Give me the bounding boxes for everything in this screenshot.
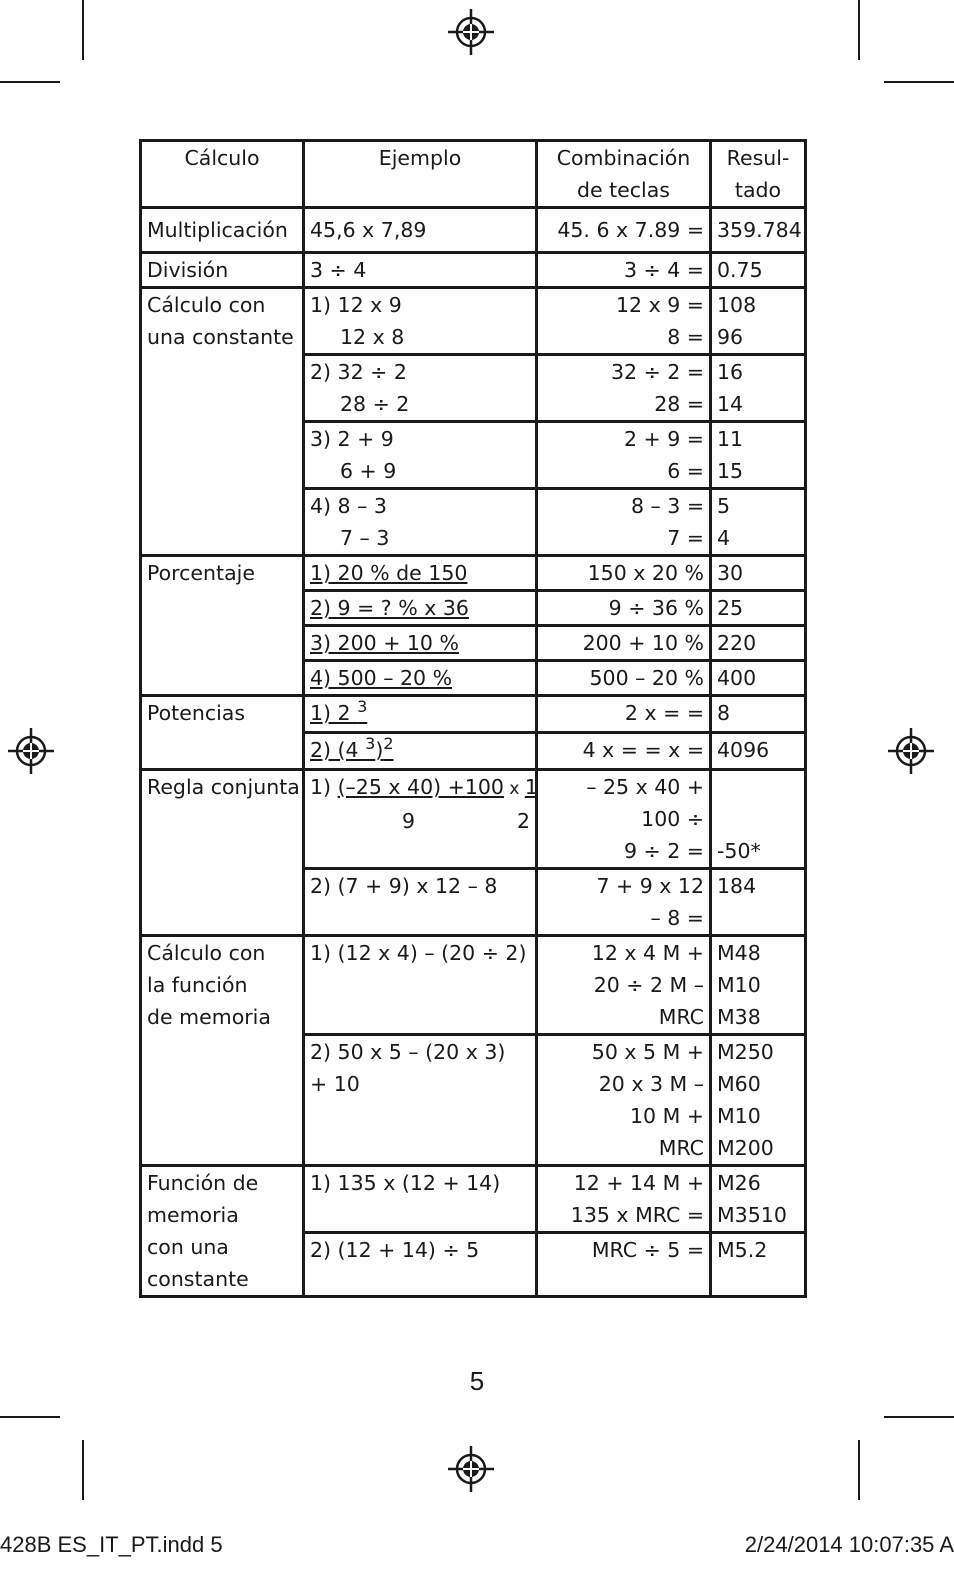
row-keys bbox=[537, 869, 711, 936]
row-example: 2) (12 + 14) ÷ 5 bbox=[304, 1233, 537, 1297]
row-result: -50* bbox=[711, 770, 806, 869]
example-exponent: 2 bbox=[383, 734, 394, 753]
result-line: M10 bbox=[717, 973, 761, 997]
row-result: 184 bbox=[711, 869, 806, 936]
example-close: ) bbox=[375, 738, 384, 762]
row-result: 4096 bbox=[711, 733, 806, 770]
keys-line: MRC bbox=[658, 1005, 704, 1029]
row-example: 2) (7 + 9) x 12 – 8 bbox=[304, 869, 537, 936]
table-row bbox=[141, 253, 806, 288]
row-result: M5.2 bbox=[711, 1233, 806, 1297]
example-base: 1) 2 bbox=[310, 701, 358, 725]
fraction-numerator: (–25 x 40) +100 bbox=[337, 775, 504, 799]
row-result: 220 bbox=[711, 626, 806, 661]
row-example bbox=[304, 556, 537, 591]
header-resultado bbox=[711, 141, 806, 208]
slug-filename: 428B ES_IT_PT.indd 5 bbox=[0, 1532, 223, 1557]
example-line: 1) (12 x 4) – (20 ÷ 2) bbox=[310, 941, 527, 965]
row-keys bbox=[537, 1035, 711, 1166]
row-example bbox=[304, 1035, 537, 1166]
result-line: 4 bbox=[717, 526, 731, 550]
keys-line: 100 ÷ bbox=[641, 807, 704, 831]
keys-line: 20 ÷ 2 M – bbox=[593, 973, 704, 997]
keys-line: 6 = bbox=[667, 459, 704, 483]
result-line: 15 bbox=[717, 459, 744, 483]
registration-mark-icon bbox=[8, 728, 54, 774]
row-keys: MRC ÷ 5 = bbox=[537, 1233, 711, 1297]
crop-mark bbox=[82, 0, 84, 60]
row-result: 30 bbox=[711, 556, 806, 591]
result-line: 108 bbox=[717, 293, 757, 317]
row-result bbox=[711, 422, 806, 489]
page-number: 5 bbox=[469, 1366, 485, 1396]
crop-mark bbox=[884, 81, 954, 83]
example-line: 1) 12 x 9 bbox=[310, 293, 402, 317]
row-example bbox=[304, 770, 537, 869]
row-example: 1) 135 x (12 + 14) bbox=[304, 1166, 537, 1233]
table-row bbox=[141, 696, 806, 733]
result-line: M250 bbox=[717, 1040, 774, 1064]
row-label: Regla conjunta bbox=[141, 770, 304, 936]
keys-line: 20 x 3 M – bbox=[598, 1072, 704, 1096]
label-line: una constante bbox=[147, 325, 294, 349]
row-label: División bbox=[141, 253, 304, 288]
row-result: 25 bbox=[711, 591, 806, 626]
fraction-numerator: 1 bbox=[524, 775, 538, 799]
header-combinacion bbox=[537, 141, 711, 208]
fraction-denominator: 9 bbox=[402, 809, 416, 833]
row-example bbox=[304, 591, 537, 626]
keys-line: 7 = bbox=[667, 526, 704, 550]
result-line: M3510 bbox=[717, 1203, 787, 1227]
row-result bbox=[711, 1035, 806, 1166]
crop-mark bbox=[82, 1440, 84, 1500]
label-line: constante bbox=[147, 1267, 249, 1291]
keys-line: 12 x 9 = bbox=[616, 293, 704, 317]
label-line: Cálculo con bbox=[147, 293, 266, 317]
keys-line: – 25 x 40 + bbox=[586, 775, 704, 799]
row-label: Multiplicación bbox=[141, 208, 304, 253]
example-base: 2) (4 bbox=[310, 738, 366, 762]
row-example bbox=[304, 661, 537, 696]
example-line: 7 – 3 bbox=[340, 526, 390, 550]
keys-line: 12 x 4 M + bbox=[591, 941, 704, 965]
registration-mark-icon bbox=[448, 1446, 494, 1492]
example-line: + 10 bbox=[310, 1072, 360, 1096]
keys-line: 9 ÷ 2 = bbox=[624, 839, 704, 863]
example-line bbox=[310, 805, 530, 837]
keys-line: 32 ÷ 2 = bbox=[610, 360, 704, 384]
header-line: de teclas bbox=[576, 178, 670, 202]
row-keys: 45. 6 x 7.89 = bbox=[537, 208, 711, 253]
label-line: Cálculo con bbox=[147, 941, 266, 965]
keys-line: 50 x 5 M + bbox=[591, 1040, 704, 1064]
result-line: 16 bbox=[717, 360, 744, 384]
label-line: Función de bbox=[147, 1171, 259, 1195]
row-result: 8 bbox=[711, 696, 806, 733]
row-keys: 4 x = = x = bbox=[537, 733, 711, 770]
row-label bbox=[141, 288, 304, 556]
example-line bbox=[310, 771, 538, 805]
crop-mark bbox=[0, 1416, 60, 1418]
example-line: 3) 2 + 9 bbox=[310, 427, 394, 451]
example-text: 1) 20 % de 150 bbox=[310, 561, 468, 585]
row-keys: 9 ÷ 36 % bbox=[537, 591, 711, 626]
registration-mark-icon bbox=[448, 9, 494, 55]
example-line: 6 + 9 bbox=[340, 459, 397, 483]
row-example bbox=[304, 422, 537, 489]
example-text: 3) 200 + 10 % bbox=[310, 631, 459, 655]
crop-mark bbox=[858, 0, 860, 60]
label-line: con una bbox=[147, 1235, 229, 1259]
result-line: 96 bbox=[717, 325, 744, 349]
table-header-row bbox=[141, 141, 806, 208]
result-line: 5 bbox=[717, 494, 731, 518]
example-line: 2) 50 x 5 – (20 x 3) bbox=[310, 1040, 506, 1064]
fraction-denominator: 2 bbox=[516, 809, 530, 833]
example-text bbox=[310, 697, 368, 725]
row-result bbox=[711, 355, 806, 422]
example-text bbox=[310, 734, 394, 762]
keys-line: 12 + 14 M + bbox=[573, 1171, 704, 1195]
example-line: 4) 8 – 3 bbox=[310, 494, 387, 518]
header-line: tado bbox=[734, 178, 782, 202]
header-line: Combinación bbox=[556, 146, 691, 170]
result-line: M48 bbox=[717, 941, 761, 965]
row-keys bbox=[537, 770, 711, 869]
crop-mark bbox=[858, 1440, 860, 1500]
row-keys bbox=[537, 936, 711, 1035]
table-row bbox=[141, 288, 806, 355]
row-example bbox=[304, 936, 537, 1035]
keys-line: 7 + 9 x 12 bbox=[596, 874, 704, 898]
row-result: 359.784 bbox=[711, 208, 806, 253]
label-line: de memoria bbox=[147, 1005, 271, 1029]
row-label bbox=[141, 936, 304, 1166]
row-example: 3 ÷ 4 bbox=[304, 253, 537, 288]
row-example: 45,6 x 7,89 bbox=[304, 208, 537, 253]
result-line: M10 bbox=[717, 1104, 761, 1128]
row-example bbox=[304, 355, 537, 422]
table-row bbox=[141, 208, 806, 253]
label-line: memoria bbox=[147, 1203, 239, 1227]
row-label: Porcentaje bbox=[141, 556, 304, 696]
row-result bbox=[711, 288, 806, 355]
keys-line: 8 = bbox=[667, 325, 704, 349]
calculation-table bbox=[139, 139, 807, 1298]
header-line: Resul- bbox=[726, 146, 790, 170]
row-keys bbox=[537, 1166, 711, 1233]
result-line: M60 bbox=[717, 1072, 761, 1096]
result-line: 14 bbox=[717, 392, 744, 416]
row-result: 400 bbox=[711, 661, 806, 696]
row-label bbox=[141, 1166, 304, 1297]
row-keys: 150 x 20 % bbox=[537, 556, 711, 591]
row-example bbox=[304, 288, 537, 355]
crop-mark bbox=[0, 81, 60, 83]
row-keys bbox=[537, 489, 711, 556]
keys-line: 135 x MRC = bbox=[570, 1203, 704, 1227]
header-ejemplo: Ejemplo bbox=[304, 141, 537, 208]
keys-line: 10 M + bbox=[630, 1104, 704, 1128]
result-line: M26 bbox=[717, 1171, 761, 1195]
example-line: 28 ÷ 2 bbox=[340, 392, 410, 416]
crop-mark bbox=[884, 1416, 954, 1418]
row-result bbox=[711, 1166, 806, 1233]
example-text: 4) 500 – 20 % bbox=[310, 666, 453, 690]
table-row bbox=[141, 1166, 806, 1233]
row-label: Potencias bbox=[141, 696, 304, 770]
result-line: M200 bbox=[717, 1136, 774, 1160]
row-example bbox=[304, 696, 537, 733]
row-keys: 2 x = = bbox=[537, 696, 711, 733]
example-exponent: 3 bbox=[365, 734, 376, 753]
fraction-times: x bbox=[503, 779, 525, 799]
row-result bbox=[711, 936, 806, 1035]
example-line: 12 x 8 bbox=[340, 325, 405, 349]
registration-mark-icon bbox=[888, 728, 934, 774]
row-example bbox=[304, 626, 537, 661]
keys-line: 2 + 9 = bbox=[624, 427, 704, 451]
keys-line: 28 = bbox=[654, 392, 704, 416]
row-keys: 200 + 10 % bbox=[537, 626, 711, 661]
label-line: la función bbox=[147, 973, 248, 997]
keys-line: 8 – 3 = bbox=[630, 494, 704, 518]
table-row bbox=[141, 936, 806, 1035]
slug-timestamp: 2/24/2014 10:07:35 A bbox=[744, 1532, 954, 1557]
header-calculo: Cálculo bbox=[141, 141, 304, 208]
example-line: 2) 32 ÷ 2 bbox=[310, 360, 407, 384]
row-example bbox=[304, 733, 537, 770]
row-result: 0.75 bbox=[711, 253, 806, 288]
row-keys: 3 ÷ 4 = bbox=[537, 253, 711, 288]
row-keys bbox=[537, 355, 711, 422]
row-result bbox=[711, 489, 806, 556]
result-line: M38 bbox=[717, 1005, 761, 1029]
example-prefix: 1) bbox=[310, 775, 338, 799]
example-text: 2) 9 = ? % x 36 bbox=[310, 596, 469, 620]
example-exponent: 3 bbox=[357, 697, 368, 716]
keys-line: MRC bbox=[658, 1136, 704, 1160]
table-row bbox=[141, 770, 806, 869]
result-line: 11 bbox=[717, 427, 744, 451]
row-keys: 500 – 20 % bbox=[537, 661, 711, 696]
table-row bbox=[141, 556, 806, 591]
row-keys bbox=[537, 288, 711, 355]
row-example bbox=[304, 489, 537, 556]
keys-line: – 8 = bbox=[650, 906, 704, 930]
row-keys bbox=[537, 422, 711, 489]
